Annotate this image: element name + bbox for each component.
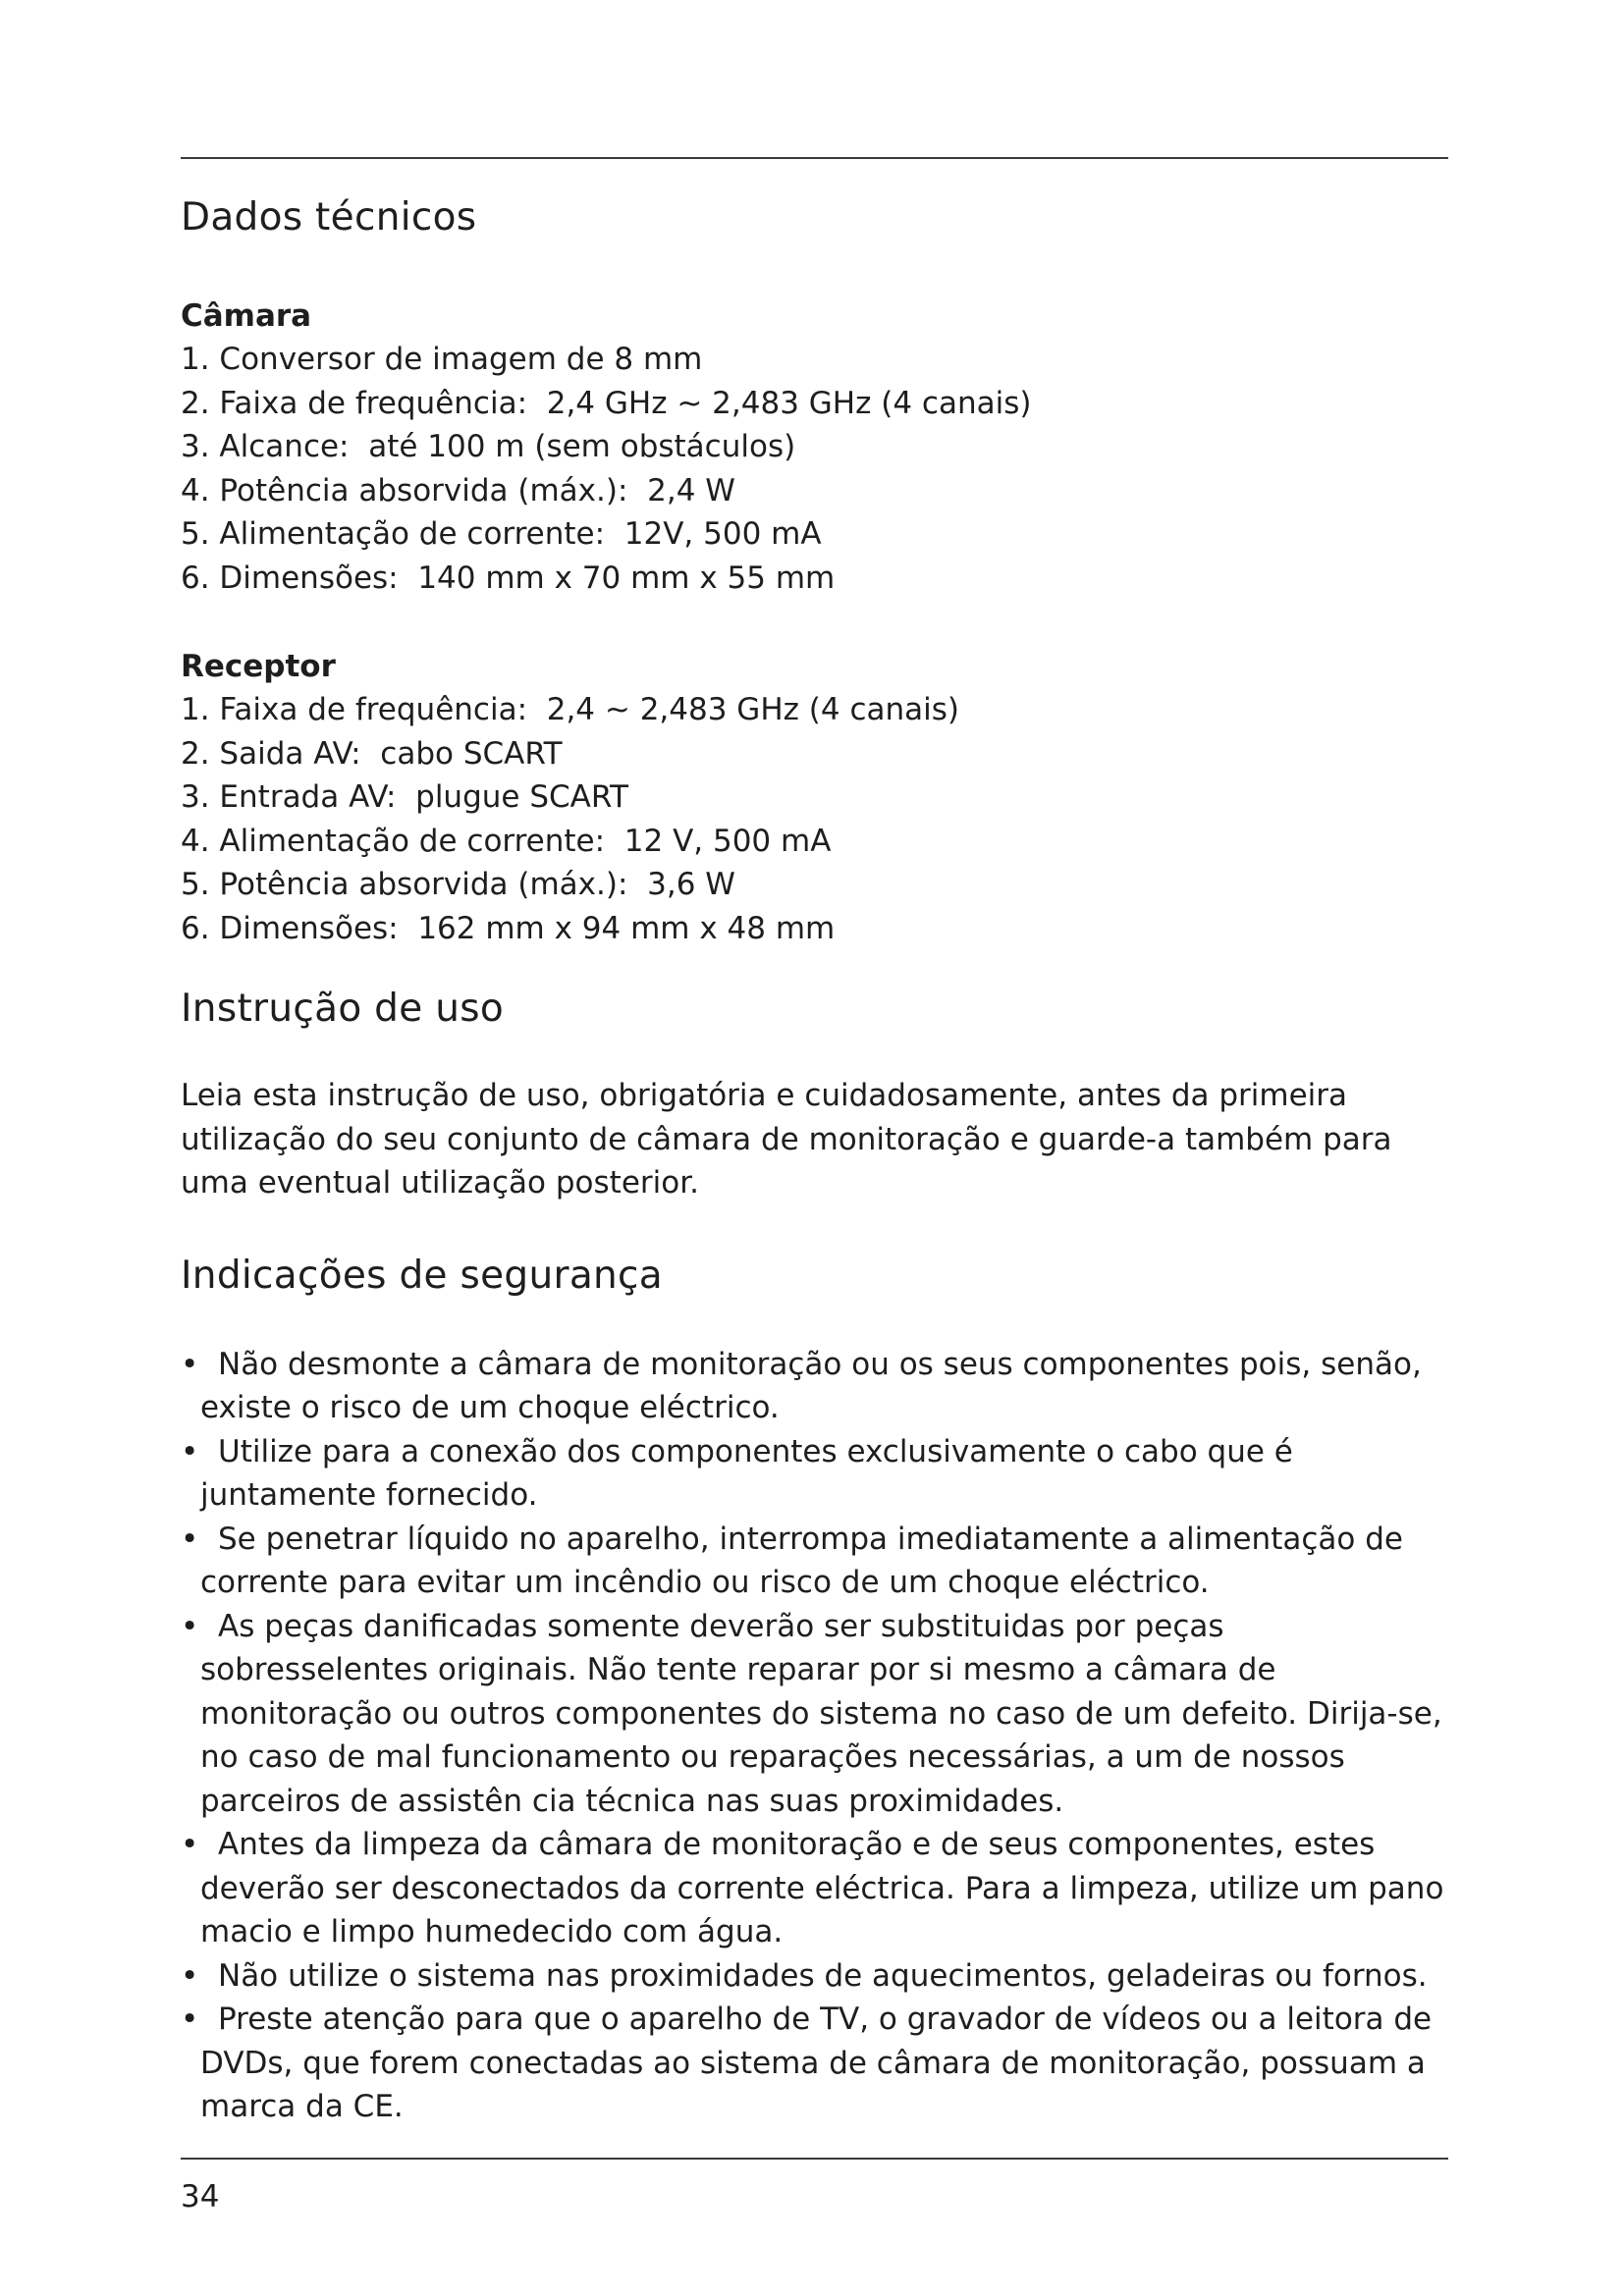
safety-bullet-list (181, 1343, 1448, 2129)
usage-paragraph: Leia esta instrução de uso, obrigatória e cuidadosamente, antes da primeira utilização do seu conjunto de câmara de monitoração e guarde-a também para uma eventual utilização posterior. (181, 1078, 1392, 1201)
camera-heading: Câmara (181, 298, 312, 334)
list-item (181, 1518, 1448, 1605)
camera-spec-list (181, 338, 1448, 600)
list-item (181, 1954, 1448, 1999)
list-item: 3. Entrada AV: plugue SCART (181, 779, 629, 815)
list-item: 3. Alcance: até 100 m (sem obstáculos) (181, 429, 796, 464)
page-content (181, 194, 1448, 2129)
bullet-icon: • (181, 1957, 199, 1994)
bullet-icon: • (181, 1608, 199, 1644)
bullet-text: Não utilize o sistema nas proximidades de aquecimentos, geladeiras ou fornos. (218, 1957, 1428, 1994)
safety-title: Indicações de segurança (181, 1253, 663, 1298)
bullet-text: Não desmonte a câmara de monitoração ou os seus componentes pois, senão, existe o risco de um choque eléctrico. (200, 1346, 1422, 1425)
bullet-icon: • (181, 1827, 199, 1862)
bullet-icon: • (181, 1346, 199, 1382)
list-item: 1. Conversor de imagem de 8 mm (181, 342, 703, 377)
bullet-text: Utilize para a conexão dos componentes exclusivamente o cabo que é juntamente fornecido. (200, 1433, 1293, 1513)
list-item: 6. Dimensões: 162 mm x 94 mm x 48 mm (181, 910, 836, 946)
usage-title: Instrução de uso (181, 987, 505, 1031)
list-item: 5. Potência absorvida (máx.): 3,6 W (181, 867, 735, 902)
list-item: 6. Dimensões: 140 mm x 70 mm x 55 mm (181, 560, 836, 596)
bullet-icon: • (181, 1521, 199, 1557)
bullet-text: As peças danificadas somente deverão ser substituidas por peças sobresselentes originais. Não tente reparar por si mesmo a câmara de monitoração ou outros componentes do sistema no caso de um defeito. Dirija-se, no caso de mal funcionamento ou reparações necessárias, a um de nossos parceiros de assistên cia técnica nas suas proximidades. (200, 1608, 1442, 1819)
list-item (181, 1343, 1448, 1430)
top-rule (181, 157, 1448, 159)
bullet-text: Se penetrar líquido no aparelho, interrompa imediatamente a alimentação de corrente para evitar um incêndio ou risco de um choque eléctrico. (200, 1521, 1403, 1600)
bullet-text: Antes da limpeza da câmara de monitoração e de seus componentes, estes deverão ser desconectados da corrente eléctrica. Para a limpeza, utilize um pano macio e limpo humedecido com água. (200, 1827, 1444, 1949)
bottom-rule (181, 2158, 1448, 2160)
list-item: 2. Faixa de frequência: 2,4 GHz ~ 2,483 GHz (4 canais) (181, 385, 1032, 421)
bullet-icon: • (181, 1433, 199, 1469)
list-item: 4. Alimentação de corrente: 12 V, 500 mA (181, 823, 832, 859)
bullet-icon: • (181, 2002, 199, 2037)
page-number: 34 (181, 2179, 220, 2215)
list-item (181, 1998, 1448, 2129)
bullet-text: Preste atenção para que o aparelho de TV, o gravador de vídeos ou a leitora de DVDs, que forem conectadas ao sistema de câmara de monitoração, possuam a marca da CE. (200, 2002, 1433, 2124)
list-item: 5. Alimentação de corrente: 12V, 500 mA (181, 516, 822, 552)
receiver-spec-list (181, 688, 1448, 950)
list-item (181, 1430, 1448, 1518)
list-item: 2. Saida AV: cabo SCART (181, 735, 563, 772)
list-item: 4. Potência absorvida (máx.): 2,4 W (181, 472, 735, 508)
list-item (181, 1605, 1448, 1824)
list-item: 1. Faixa de frequência: 2,4 ~ 2,483 GHz (4 canais) (181, 692, 959, 727)
list-item (181, 1823, 1448, 1954)
tech-data-title: Dados técnicos (181, 195, 477, 240)
receiver-heading: Receptor (181, 649, 336, 684)
